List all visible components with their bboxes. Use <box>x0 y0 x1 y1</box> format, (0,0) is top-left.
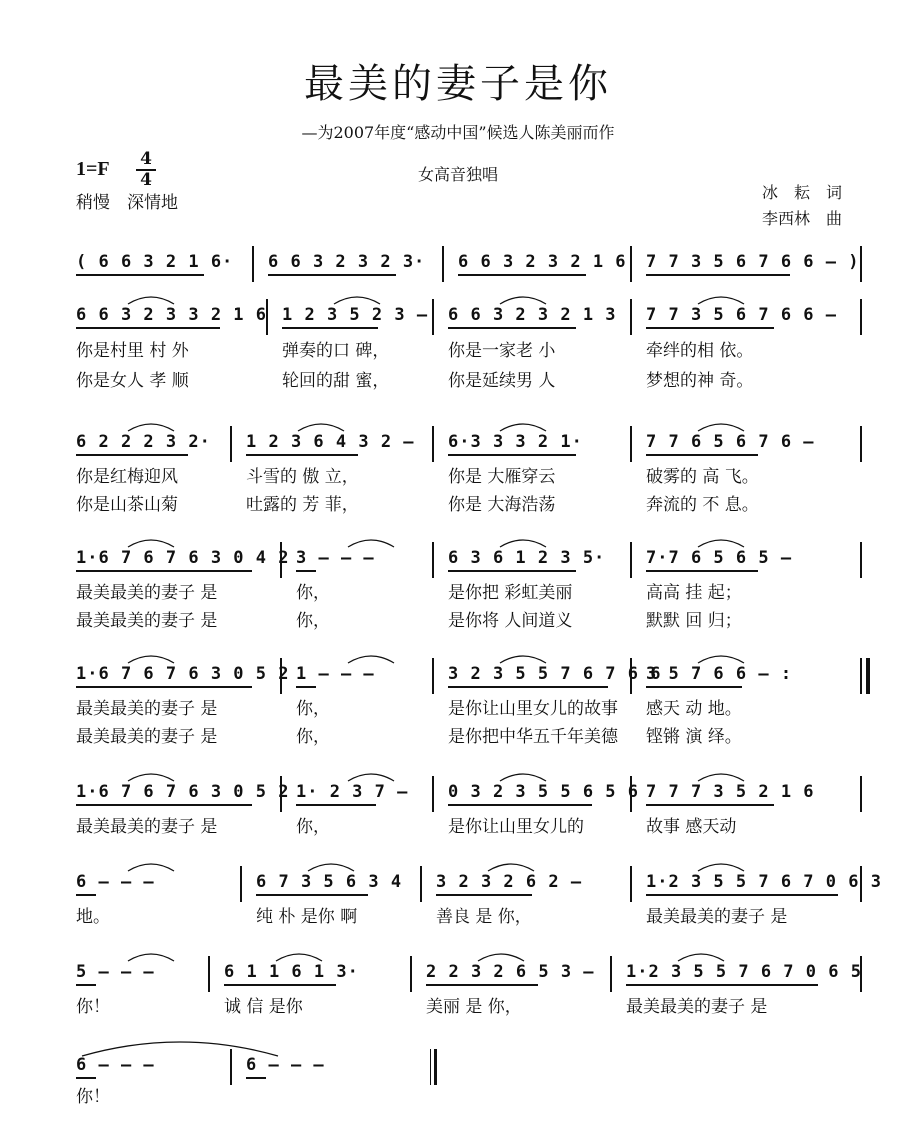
lyric-text: 最美最美的妻子 是 <box>76 699 218 719</box>
beam-underline <box>458 274 586 276</box>
measure-notes: 1·6 7 6 7 6 3 0 4 2 <box>76 548 290 568</box>
measure-notes: 1·2 3 5 5 7 6 7 0 6 5 <box>626 962 862 982</box>
measure-notes: 0 3 2 3 5 5 6 5 6 <box>448 782 639 802</box>
beam-underline <box>646 804 774 806</box>
beam-underline <box>76 1077 96 1079</box>
beam-underline <box>448 570 576 572</box>
measure-notes: 2 2 3 2 6 5 3 – <box>426 962 595 982</box>
lyric-text: 感天 动 地。 <box>646 699 742 719</box>
lyric-text: 奔流的 不 息。 <box>646 495 759 515</box>
barline <box>630 542 632 578</box>
barline <box>860 299 862 335</box>
barline <box>860 658 862 694</box>
slur-arc <box>498 293 548 305</box>
measure-notes: 7 7 3 5 6 7 6 6 – <box>646 305 837 325</box>
lyric-text: 你是山茶山菊 <box>76 495 178 515</box>
lyric-text: 是你让山里女儿的故事 <box>448 699 618 719</box>
composer-credit: 李西林 曲 <box>762 209 843 228</box>
barline <box>240 866 242 902</box>
slur-arc <box>696 860 746 872</box>
barline <box>432 299 434 335</box>
slur-arc <box>498 536 548 548</box>
beam-underline <box>626 984 818 986</box>
slur-arc <box>696 420 746 432</box>
lyric-text: 吐露的 芳 菲， <box>246 495 359 515</box>
lyric-text: 最美最美的妻子 是 <box>76 583 218 603</box>
measure-notes: 7 7 3 5 6 7 6 6 – ) <box>646 252 860 272</box>
lyric-text: 最美最美的妻子 是 <box>76 611 218 631</box>
barline <box>630 299 632 335</box>
slur-arc <box>676 950 726 962</box>
barline <box>630 426 632 462</box>
beam-underline <box>448 454 576 456</box>
beam-underline <box>296 804 376 806</box>
lyric-text: 梦想的神 奇。 <box>646 371 754 391</box>
time-signature <box>136 150 156 190</box>
lyric-text: 你， <box>296 727 330 747</box>
lyric-text: 你是村里 村 外 <box>76 341 189 361</box>
measure-notes: 3 – – – <box>296 548 375 568</box>
barline <box>860 542 862 578</box>
measure-notes: 1·6 7 6 7 6 3 0 5 2 <box>76 664 290 684</box>
lyric-text: 美丽 是 你， <box>426 997 522 1017</box>
measure-notes: 6 – – – <box>76 872 155 892</box>
lyric-text: 是你把中华五千年美德 <box>448 727 618 747</box>
slur-arc <box>696 770 746 782</box>
measure-notes: 6 – – – <box>246 1055 325 1075</box>
time-top: 4 <box>140 149 152 169</box>
beam-underline <box>448 327 576 329</box>
slur-arc <box>346 536 396 548</box>
lyric-text: 弹奏的口 碑， <box>282 341 390 361</box>
measure-notes: 7 7 6 5 6 7 6 – <box>646 432 815 452</box>
slur-arc <box>498 420 548 432</box>
measure-notes: 6 7 3 5 6 3 4 <box>256 872 403 892</box>
barline <box>252 246 254 282</box>
lyricist-credit: 冰 耘 词 <box>762 183 843 202</box>
measure-notes: 7 7 7 3 5 2 1 6 <box>646 782 815 802</box>
lyric-text: 是你将 人间道义 <box>448 611 573 631</box>
beam-underline <box>76 804 252 806</box>
slur-arc <box>476 950 526 962</box>
measure-notes: 1 2 3 6 4 3 2 – <box>246 432 415 452</box>
measure-notes: 1 – – – <box>296 664 375 684</box>
lyric-text: 是你把 彩虹美丽 <box>448 583 573 603</box>
measure-notes: 6·3 3 3 2 1· <box>448 432 583 452</box>
lyric-text: 你， <box>296 611 330 631</box>
slur-arc <box>486 860 536 872</box>
beam-underline <box>296 686 316 688</box>
measure-notes: 6 6 3 2 3 2 1 3 <box>448 305 617 325</box>
lyric-text: 善良 是 你， <box>436 907 532 927</box>
beam-underline <box>76 894 96 896</box>
barline <box>420 866 422 902</box>
song-subtitle: —为2007年度“感动中国”候选人陈美丽而作 <box>301 123 615 142</box>
beam-underline <box>76 454 188 456</box>
lyric-text: 你， <box>296 817 330 837</box>
lyric-text: 轮回的甜 蜜， <box>282 371 390 391</box>
beam-underline <box>448 686 608 688</box>
slur-arc <box>274 950 324 962</box>
beam-underline <box>646 454 758 456</box>
beam-underline <box>646 686 742 688</box>
tie-arc <box>80 1036 280 1058</box>
measure-notes: 1·6 7 6 7 6 3 0 5 2 <box>76 782 290 802</box>
slur-arc <box>498 770 548 782</box>
measure-notes: 6 2 2 2 3 2· <box>76 432 211 452</box>
measure-notes: 1· 2 3 7 – <box>296 782 409 802</box>
beam-underline <box>246 1077 266 1079</box>
beam-underline <box>646 570 758 572</box>
measure-notes: ( 6 6 3 2 1 6· <box>76 252 234 272</box>
measure-notes: 3 2 3 5 5 7 6 7 6 6 <box>448 664 662 684</box>
measure-notes: 6 6 3 2 3 3 2 1 6 <box>76 305 267 325</box>
measure-notes: 3 2 3 2 6 2 – <box>436 872 583 892</box>
slur-arc <box>696 652 746 664</box>
lyric-text: 你！ <box>76 997 110 1017</box>
lyric-text: 最美最美的妻子 是 <box>646 907 788 927</box>
barline <box>630 866 632 902</box>
slur-arc <box>306 860 356 872</box>
lyric-text: 最美最美的妻子 是 <box>76 727 218 747</box>
slur-arc <box>498 652 548 664</box>
lyric-text: 你！ <box>76 1087 110 1107</box>
measure-notes: 6 6 3 2 3 2 3· <box>268 252 426 272</box>
final-barline <box>430 1049 431 1085</box>
slur-arc <box>126 536 176 548</box>
slur-arc <box>126 860 176 872</box>
lyric-text: 你是女人 孝 顺 <box>76 371 189 391</box>
barline <box>432 542 434 578</box>
beam-underline <box>448 804 592 806</box>
lyric-text: 牵绊的相 依。 <box>646 341 754 361</box>
measure-notes: 6 6 3 2 3 2 1 6 <box>458 252 627 272</box>
lyric-text: 是你让山里女儿的 <box>448 817 584 837</box>
beam-underline <box>76 984 96 986</box>
barline <box>860 776 862 812</box>
lyric-text: 你是延续男 人 <box>448 371 556 391</box>
beam-underline <box>646 894 838 896</box>
song-title: 最美的妻子是你 <box>304 61 612 107</box>
slur-arc <box>332 293 382 305</box>
barline <box>432 658 434 694</box>
time-bottom: 4 <box>136 169 156 190</box>
lyric-text: 故事 感天动 <box>646 817 737 837</box>
beam-underline <box>296 570 316 572</box>
lyric-text: 铿锵 演 绎。 <box>646 727 742 747</box>
measure-notes: 5 – – – <box>76 962 155 982</box>
slur-arc <box>296 420 346 432</box>
beam-underline <box>436 894 532 896</box>
barline <box>630 246 632 282</box>
lyric-text: 你是 大海浩荡 <box>448 495 556 515</box>
measure-notes: 6 3 6 1 2 3 5· <box>448 548 606 568</box>
lyric-text: 你是 大雁穿云 <box>448 467 556 487</box>
barline <box>410 956 412 992</box>
beam-underline <box>268 274 396 276</box>
slur-arc <box>696 293 746 305</box>
beam-underline <box>76 327 220 329</box>
beam-underline <box>76 686 252 688</box>
lyric-text: 纯 朴 是你 啊 <box>256 907 358 927</box>
measure-notes: 6 1 1 6 1 3· <box>224 962 359 982</box>
beam-underline <box>646 327 774 329</box>
slur-arc <box>346 652 396 664</box>
barline <box>434 1049 437 1085</box>
slur-arc <box>126 950 176 962</box>
lyric-text: 你， <box>296 699 330 719</box>
beam-underline <box>282 327 378 329</box>
lyric-text: 最美最美的妻子 是 <box>76 817 218 837</box>
measure-notes: 1 2 3 5 2 3 – <box>282 305 429 325</box>
measure-notes: 1·2 3 5 5 7 6 7 0 6 3 <box>646 872 882 892</box>
tempo-marking: 稍慢 深情地 <box>76 193 178 213</box>
lyric-text: 斗雪的 傲 立， <box>246 467 359 487</box>
barline <box>432 426 434 462</box>
beam-underline <box>76 274 204 276</box>
slur-arc <box>126 293 176 305</box>
barline <box>230 426 232 462</box>
lyric-text: 你， <box>296 583 330 603</box>
barline <box>442 246 444 282</box>
beam-underline <box>224 984 336 986</box>
measure-notes: 3 5 7 6 6 – : <box>646 664 793 684</box>
slur-arc <box>126 770 176 782</box>
measure-notes: 6 – – – <box>76 1055 155 1075</box>
slur-arc <box>126 420 176 432</box>
lyric-text: 你是红梅迎风 <box>76 467 178 487</box>
slur-arc <box>346 770 396 782</box>
beam-underline <box>76 570 252 572</box>
beam-underline <box>246 454 358 456</box>
barline <box>860 426 862 462</box>
lyric-text: 最美最美的妻子 是 <box>626 997 768 1017</box>
barline <box>208 956 210 992</box>
lyric-text: 破雾的 高 飞。 <box>646 467 759 487</box>
slur-arc <box>696 536 746 548</box>
beam-underline <box>256 894 368 896</box>
key-signature: 1=F <box>76 158 110 180</box>
lyric-text: 高高 挂 起； <box>646 583 742 603</box>
beam-underline <box>646 274 790 276</box>
barline <box>432 776 434 812</box>
repeat-barline <box>866 658 870 694</box>
lyric-text: 你是一家老 小 <box>448 341 556 361</box>
measure-notes: 7·7 6 5 6 5 – <box>646 548 793 568</box>
beam-underline <box>426 984 538 986</box>
lyric-text: 默默 回 归； <box>646 611 742 631</box>
barline <box>860 246 862 282</box>
slur-arc <box>126 652 176 664</box>
lyric-text: 诚 信 是你 <box>224 997 303 1017</box>
lyric-text: 地。 <box>76 907 110 927</box>
voice-type: 女高音独唱 <box>418 165 499 184</box>
barline <box>610 956 612 992</box>
